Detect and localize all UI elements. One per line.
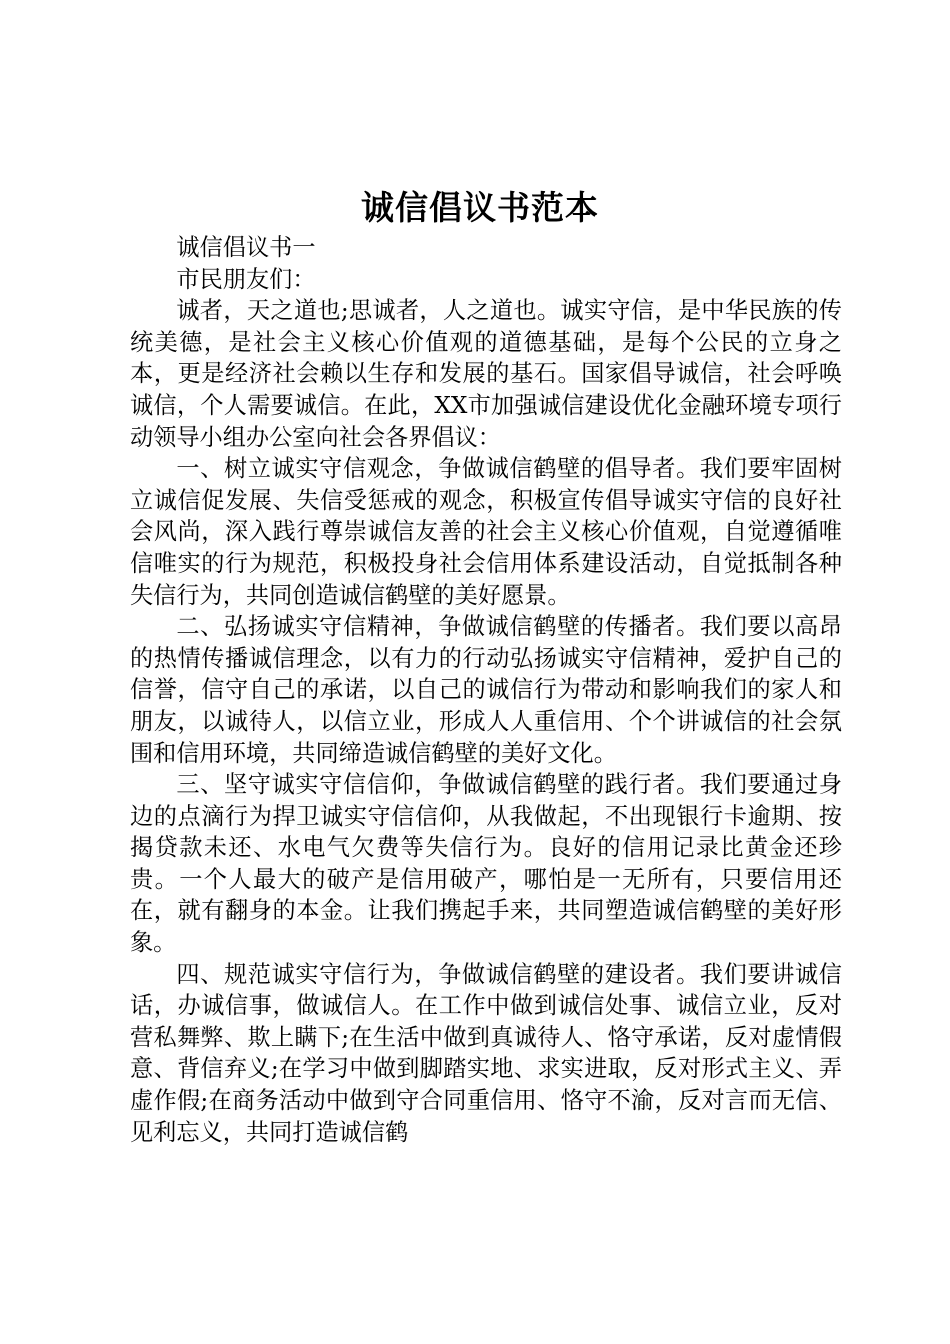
proposal-paragraph-1: 一、树立诚实守信观念，争做诚信鹤壁的倡导者。我们要牢固树立诚信促发展、失信受惩戒的观念，积极宣传倡导诚实守信的良好社会风尚，深入践行尊崇诚信友善的社会主义核心价值观，自觉遵循唯信唯实的行为规范，积极投身社会信用体系建设活动，自觉抵制各种失信行为，共同创造诚信鹤壁的美好愿景。 xyxy=(130,455,842,609)
proposal-paragraph-4: 四、规范诚实守信行为，争做诚信鹤壁的建设者。我们要讲诚信话，办诚信事，做诚信人。在工作中做到诚信处事、诚信立业，反对营私舞弊、欺上瞒下;在生活中做到真诚待人、恪守承诺，反对虚情假意、背信弃义;在学习中做到脚踏实地、求实进取，反对形式主义、弄虚作假;在商务活动中做到守合同重信用、恪守不渝，反对言而无信、见利忘义，共同打造诚信鹤 xyxy=(130,960,842,1146)
document-body xyxy=(130,232,842,1148)
section-heading: 诚信倡议书一 xyxy=(176,234,316,261)
document-title: 诚信倡议书范本 xyxy=(361,188,599,227)
proposal-paragraph-2: 二、弘扬诚实守信精神，争做诚信鹤壁的传播者。我们要以高昂的热情传播诚信理念，以有力的行动弘扬诚实守信精神，爱护自己的信誉，信守自己的承诺，以自己的诚信行为带动和影响我们的家人和朋友，以诚待人，以信立业，形成人人重信用、个个讲诚信的社会氛围和信用环境，共同缔造诚信鹤壁的美好文化。 xyxy=(130,613,842,767)
salutation: 市民朋友们： xyxy=(176,265,316,293)
proposal-paragraph-3: 三、坚守诚实守信信仰，争做诚信鹤壁的践行者。我们要通过身边的点滴行为捍卫诚实守信信仰，从我做起，不出现银行卡逾期、按揭贷款未还、水电气欠费等失信行为。良好的信用记录比黄金还珍贵。一个人最大的破产是信用破产，哪怕是一无所有，只要信用还在，就有翻身的本金。让我们携起手来，共同塑造诚信鹤壁的美好形象。 xyxy=(130,771,842,957)
intro-paragraph: 诚者，天之道也;思诚者，人之道也。诚实守信，是中华民族的传统美德，是社会主义核心价值观的道德基础，是每个公民的立身之本，更是经济社会赖以生存和发展的基石。国家倡导诚信，社会呼唤诚信，个人需要诚信。在此，XX市加强诚信建设优化金融环境专项行动领导小组办公室向社会各界倡议： xyxy=(130,297,842,451)
